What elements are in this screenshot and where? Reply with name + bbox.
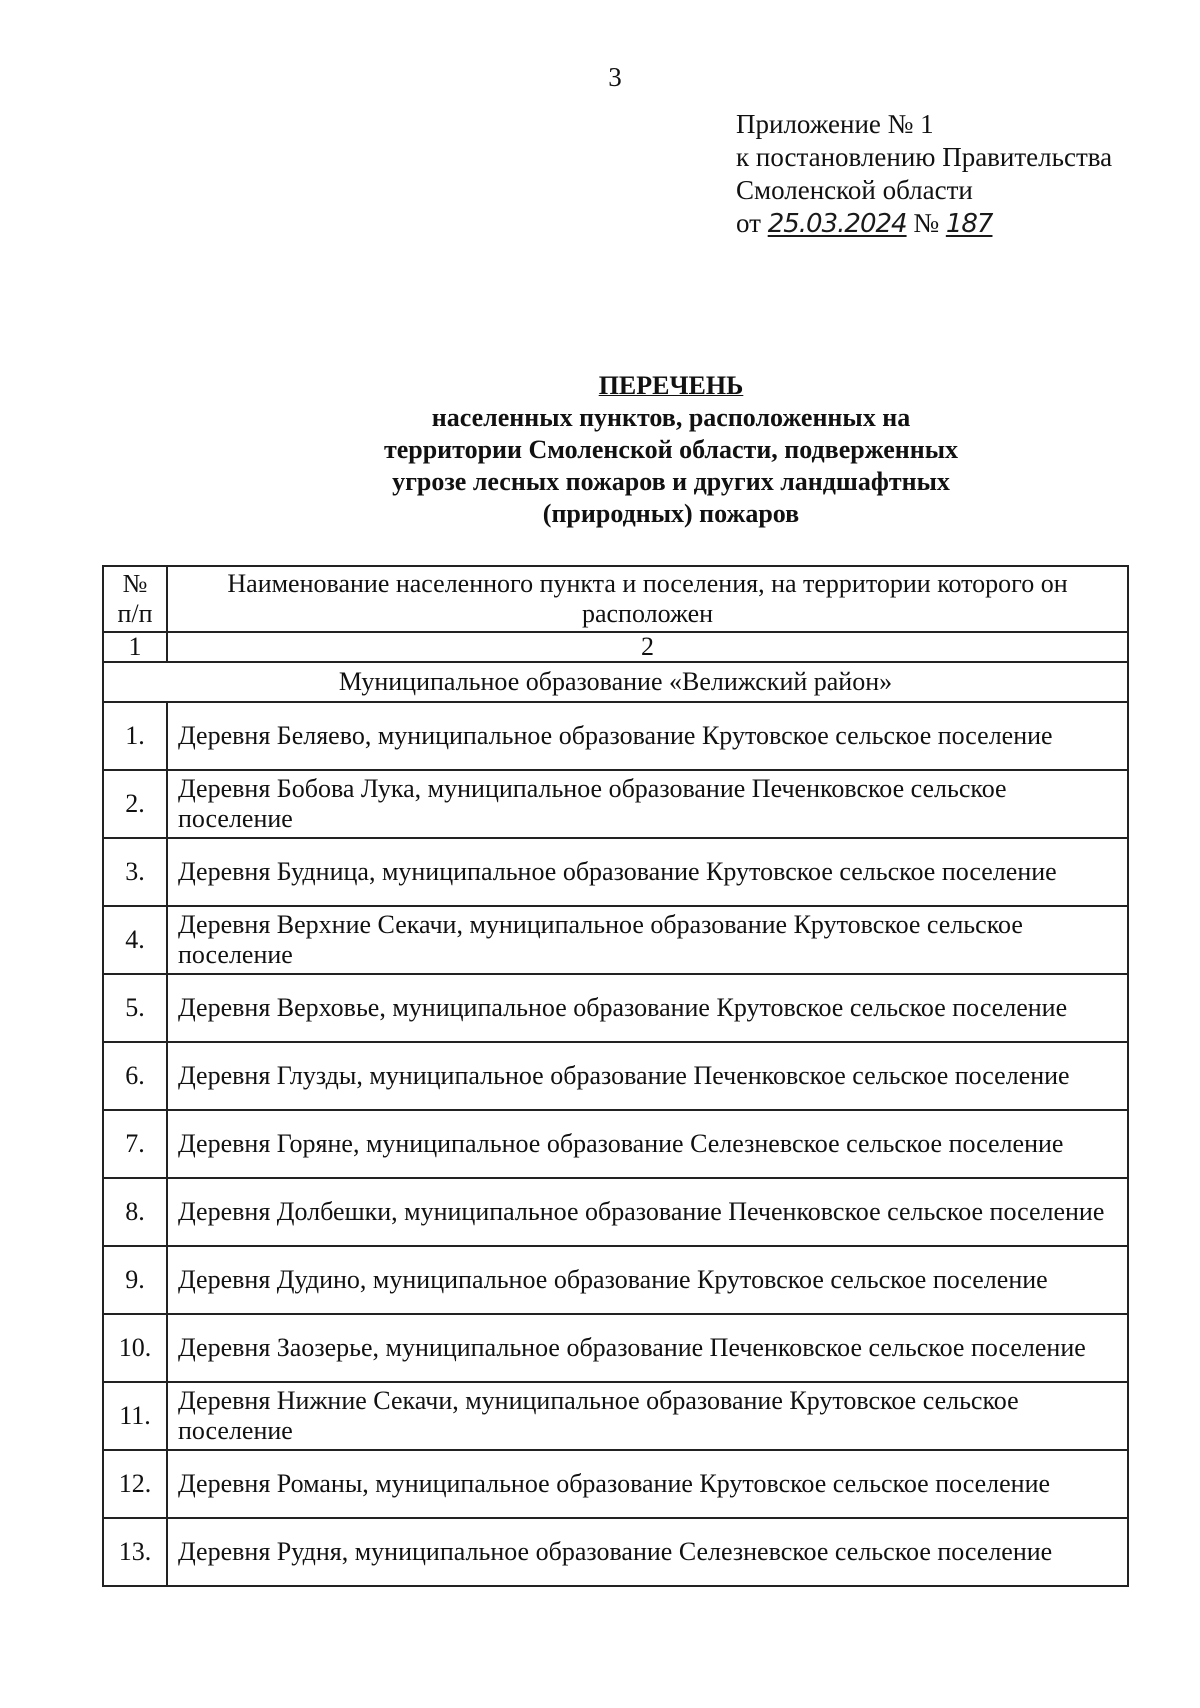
page-number: 3: [608, 62, 622, 92]
table-row: [103, 838, 1128, 906]
table-header-row: [103, 566, 1128, 632]
row-number: 12.: [103, 1450, 167, 1518]
row-settlement-name: Деревня Заозерье, муниципальное образование Печенковское сельское поселение: [167, 1314, 1128, 1382]
title-line: территории Смоленской области, подверженных: [383, 435, 959, 464]
settlements-table: [102, 565, 1129, 1587]
table-row: [103, 1450, 1128, 1518]
title-main: ПЕРЕЧЕНЬ: [598, 371, 744, 400]
row-settlement-name: Деревня Нижние Секачи, муниципальное образование Крутовское сельское поселение: [167, 1382, 1128, 1450]
row-settlement-name: Деревня Верхние Секачи, муниципальное образование Крутовское сельское поселение: [167, 906, 1128, 974]
number-label: №: [913, 208, 940, 238]
table-row: [103, 974, 1128, 1042]
table-row: [103, 1382, 1128, 1450]
table-row: [103, 770, 1128, 838]
table-row: [103, 1246, 1128, 1314]
annex-region: Смоленской области: [736, 175, 973, 205]
row-settlement-name: Деревня Долбешки, муниципальное образование Печенковское сельское поселение: [167, 1178, 1128, 1246]
handwritten-date: 25.03.2024: [767, 209, 907, 239]
row-settlement-name: Деревня Романы, муниципальное образование Крутовское сельское поселение: [167, 1450, 1128, 1518]
table-row: [103, 702, 1128, 770]
header-number-sign: №: [122, 569, 148, 598]
title-line: (природных) пожаров: [542, 499, 800, 528]
row-number: 13.: [103, 1518, 167, 1586]
row-settlement-name: Деревня Будница, муниципальное образование Крутовское сельское поселение: [167, 838, 1128, 906]
column-index-1: 1: [103, 632, 167, 662]
header-number-abbr: п/п: [117, 599, 153, 628]
row-number: 3.: [103, 838, 167, 906]
row-settlement-name: Деревня Бобова Лука, муниципальное образование Печенковское сельское поселение: [167, 770, 1128, 838]
table-row: [103, 906, 1128, 974]
document-title: [230, 370, 1112, 530]
header-number-cell: [103, 566, 167, 632]
row-number: 7.: [103, 1110, 167, 1178]
row-number: 4.: [103, 906, 167, 974]
row-settlement-name: Деревня Рудня, муниципальное образование Селезневское сельское поселение: [167, 1518, 1128, 1586]
table-row: [103, 1314, 1128, 1382]
section-title: Муниципальное образование «Велижский район»: [103, 662, 1128, 702]
table-row: [103, 1518, 1128, 1586]
column-index-2: 2: [167, 632, 1128, 662]
title-line: населенных пунктов, расположенных на: [431, 403, 911, 432]
row-settlement-name: Деревня Горяне, муниципальное образование Селезневское сельское поселение: [167, 1110, 1128, 1178]
row-number: 8.: [103, 1178, 167, 1246]
section-row: [103, 662, 1128, 702]
row-number: 1.: [103, 702, 167, 770]
column-index-row: [103, 632, 1128, 662]
annex-title: Приложение № 1: [736, 109, 934, 139]
header-name-cell: Наименование населенного пункта и поселения, на территории которого он расположен: [167, 566, 1128, 632]
row-number: 6.: [103, 1042, 167, 1110]
table-row: [103, 1110, 1128, 1178]
row-settlement-name: Деревня Глузды, муниципальное образование Печенковское сельское поселение: [167, 1042, 1128, 1110]
row-number: 11.: [103, 1382, 167, 1450]
row-number: 9.: [103, 1246, 167, 1314]
handwritten-number: 187: [945, 209, 993, 239]
table-row: [103, 1178, 1128, 1246]
row-number: 2.: [103, 770, 167, 838]
row-settlement-name: Деревня Верховье, муниципальное образование Крутовское сельское поселение: [167, 974, 1128, 1042]
table-row: [103, 1042, 1128, 1110]
annex-block: [736, 108, 1112, 241]
row-number: 5.: [103, 974, 167, 1042]
annex-resolution: к постановлению Правительства: [736, 142, 1113, 172]
title-line: угрозе лесных пожаров и других ландшафтных: [392, 467, 950, 496]
row-settlement-name: Деревня Беляево, муниципальное образование Крутовское сельское поселение: [167, 702, 1128, 770]
row-number: 10.: [103, 1314, 167, 1382]
from-label: от: [736, 208, 761, 238]
annex-date-line: [736, 207, 1112, 241]
row-settlement-name: Деревня Дудино, муниципальное образование Крутовское сельское поселение: [167, 1246, 1128, 1314]
